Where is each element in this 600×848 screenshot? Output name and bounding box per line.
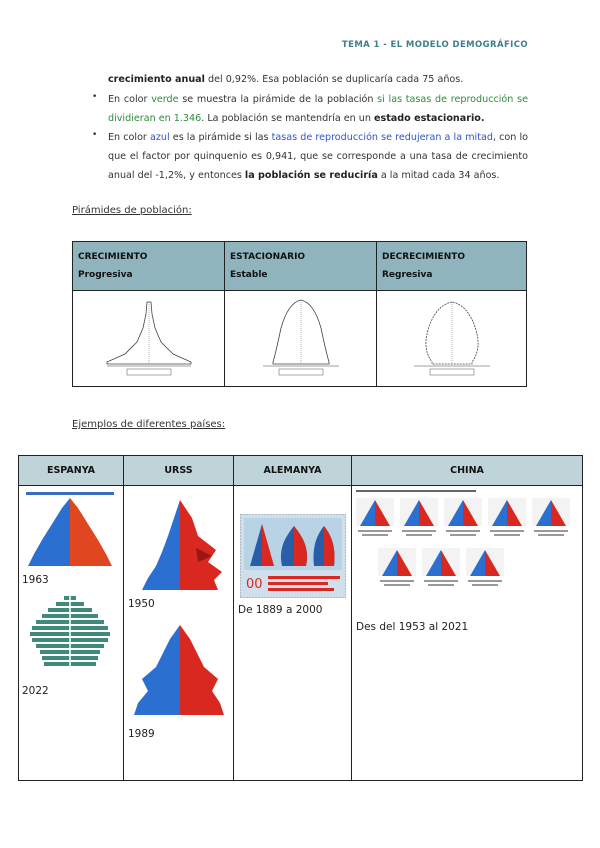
col-header-urss: URSS	[124, 456, 234, 486]
text-span: En color	[108, 94, 152, 105]
stamp-alemanya-image	[240, 514, 346, 598]
green-highlight: si las tasas de reproducción se dividieran en 1.346	[108, 94, 528, 124]
col-subtitle: Estable	[230, 270, 268, 280]
col-header-growth	[73, 242, 225, 291]
col-title: ESTACIONARIO	[230, 252, 306, 262]
bullet-green	[108, 90, 528, 128]
text-span: En color	[108, 132, 150, 143]
bullet-dot: •	[92, 130, 98, 140]
col-header-china: CHINA	[352, 456, 583, 486]
blue-word: azul	[150, 132, 170, 143]
col-header-stationary	[225, 242, 377, 291]
caption-espanya-2022: 2022	[22, 685, 49, 697]
text-span: es la pirámide si las	[169, 132, 272, 143]
bold-text: estado estacionario.	[374, 113, 485, 124]
pyramid-urss-1950-image	[128, 492, 228, 596]
text-span: , con lo que el factor por quinquenio es 0,941, que se corresponde a una tasa de crecimiento anual del -1,2%, y entonces	[108, 132, 528, 181]
cell-china	[352, 486, 583, 781]
green-word: verde	[151, 94, 179, 105]
page-header: TEMA 1 - EL MODELO DEMOGRÁFICO	[341, 40, 528, 50]
intro-bold: crecimiento anual	[108, 74, 205, 85]
cell-urss	[124, 486, 234, 781]
pyramid-types-table	[72, 241, 527, 387]
blue-highlight: tasas de reproducción se redujeran a la mitad	[271, 132, 493, 143]
svg-text:00: 00	[246, 577, 263, 592]
bullet-blue	[108, 128, 528, 185]
pyramid-espanya-2022-image	[24, 592, 116, 674]
pyramid-regressive-image	[402, 294, 502, 380]
text-span: . La población se mantendría en un	[201, 113, 374, 124]
text-span: a la mitad cada 34 años.	[377, 170, 500, 181]
col-subtitle: Progresiva	[78, 270, 133, 280]
pyramid-espanya-1963-image	[24, 492, 116, 570]
caption-china: Des del 1953 al 2021	[356, 621, 469, 633]
cell-alemanya	[234, 486, 352, 781]
section-title-pyramids: Pirámides de población:	[72, 205, 192, 216]
cell-espanya	[19, 486, 124, 781]
col-title: CRECIMIENTO	[78, 252, 148, 262]
col-subtitle: Regresiva	[382, 270, 433, 280]
col-header-espanya: ESPANYA	[19, 456, 124, 486]
col-header-alemanya: ALEMANYA	[234, 456, 352, 486]
pyramid-grid-china-image	[356, 490, 578, 610]
pyramid-stable-image	[251, 294, 351, 380]
caption-urss-1950: 1950	[128, 598, 155, 610]
pyramid-progressive-image	[99, 294, 199, 380]
col-header-decline	[377, 242, 527, 291]
country-examples-table	[18, 455, 583, 781]
caption-urss-1989: 1989	[128, 728, 155, 740]
intro-rest: del 0,92%. Esa población se duplicaría cada 75 años.	[204, 74, 464, 85]
bold-text: la población se reduciría	[244, 170, 378, 181]
caption-espanya-1963: 1963	[22, 574, 49, 586]
pyramid-stable-cell	[225, 291, 377, 387]
pyramid-urss-1989-image	[128, 619, 228, 721]
pyramid-regressive-cell	[377, 291, 527, 387]
text-span: se muestra la pirámide de la población	[178, 94, 378, 105]
col-title: DECRECIMIENTO	[382, 252, 466, 262]
caption-alemanya: De 1889 a 2000	[238, 604, 323, 616]
intro-paragraph	[108, 70, 528, 89]
section-title-examples: Ejemplos de diferentes países:	[72, 419, 226, 430]
bullet-dot: •	[92, 92, 98, 102]
pyramid-progressive-cell	[73, 291, 225, 387]
